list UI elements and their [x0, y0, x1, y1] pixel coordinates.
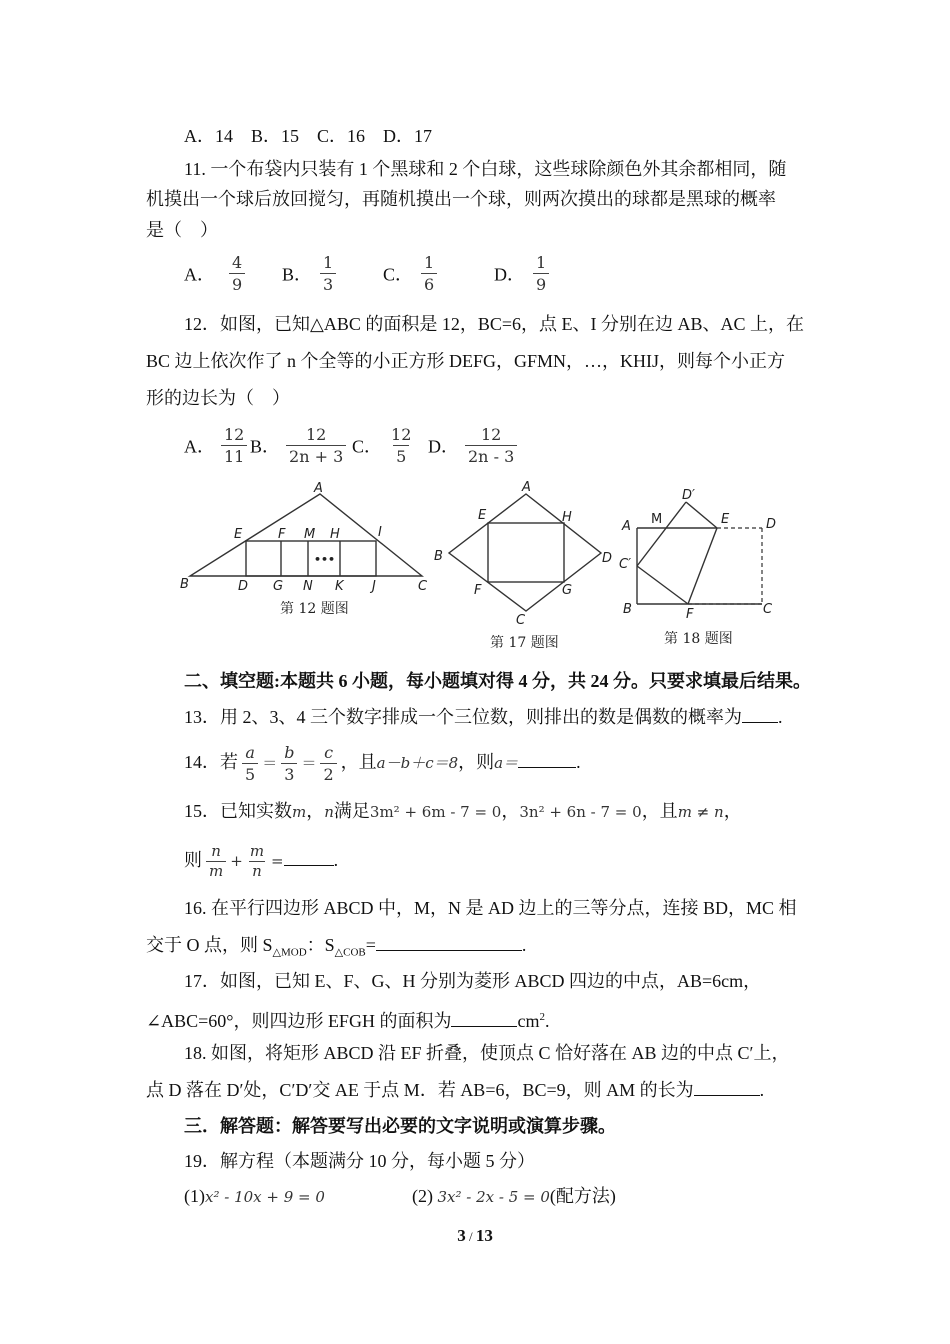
q14-then: ，则: [458, 752, 495, 772]
fig12-label-c: C: [418, 579, 428, 594]
denominator: 5: [242, 763, 258, 785]
fig17-label-f: F: [474, 583, 482, 598]
q11-option-c: [383, 252, 441, 295]
fraction: [221, 424, 247, 467]
plus: +: [230, 852, 243, 870]
sep: ，: [501, 801, 520, 821]
var-n: n: [324, 803, 334, 821]
page-footer: [0, 1226, 950, 1246]
fraction: [320, 742, 336, 785]
fig17-label-h: H: [562, 510, 572, 525]
q13-text: 13．用 2、3、4 三个数字排成一个三位数，则排出的数是偶数的概率为: [184, 707, 742, 727]
fig18-label-c1: C′: [619, 557, 632, 572]
denominator: 2n - 3: [465, 445, 517, 467]
q13-end: .: [778, 707, 783, 727]
numerator: 12: [480, 425, 502, 444]
denominator: n: [249, 861, 265, 881]
q15-end: .: [333, 850, 339, 870]
numerator: c: [324, 743, 334, 763]
q19-part1-label: (1): [184, 1186, 205, 1206]
fig12-label-j: J: [372, 579, 376, 594]
denominator: 6: [421, 273, 437, 295]
q17-text: ∠ABC=60°，则四边形 EFGH 的面积为: [146, 1011, 452, 1031]
numerator: m: [249, 842, 265, 861]
rhombus-abcd: [449, 494, 601, 611]
fraction: [421, 252, 437, 295]
q12-option-b: [250, 424, 350, 467]
q15-line1: [184, 798, 742, 825]
fig18-label-d: D: [766, 517, 777, 532]
figure-18-dashed: [688, 528, 762, 604]
numerator: 12: [305, 425, 327, 444]
fig12-label-e: E: [234, 527, 243, 542]
q17-unit-sup: 2: [539, 1011, 545, 1023]
fig12-label-dots: •••: [314, 553, 336, 566]
q15-prefix: 15．已知实数: [184, 801, 292, 821]
q15-then: 则: [184, 850, 202, 870]
option-label: A．: [184, 436, 215, 457]
q15-inequality: m ≠ n: [677, 803, 724, 821]
fig17-label-a: A: [522, 480, 531, 495]
section-3-heading: 三．解答题：解答要写出必要的文字说明或演算步骤。: [184, 1116, 616, 1136]
fig18-label-m: M: [651, 512, 663, 527]
fig17-caption: 第 17 题图: [490, 635, 559, 651]
q12-line3: 形的边长为（ ）: [146, 388, 290, 408]
denominator: 11: [221, 445, 247, 467]
equals: ＝: [262, 754, 278, 772]
q12-line2: BC 边上依次作了 n 个全等的小正方形 DEFG，GFMN，…，KHIJ，则每个小正方: [146, 351, 786, 371]
sep: ，: [723, 801, 742, 821]
fig18-label-b: B: [623, 602, 632, 617]
edge-c1f: [637, 566, 688, 604]
option-label: D．: [428, 436, 459, 457]
q15-blank: [284, 847, 334, 866]
q11-option-d: [494, 252, 553, 295]
denominator: 3: [281, 763, 297, 785]
q14-condition: a－b＋c＝8: [376, 754, 459, 772]
fig12-label-k: K: [335, 579, 344, 594]
q16-text-b: ：S: [306, 935, 335, 955]
q17-end: .: [544, 1011, 550, 1031]
fig17-label-b: B: [434, 549, 443, 564]
q11-option-b: [282, 252, 340, 295]
q17-line2: [146, 1004, 549, 1034]
option-label: B．: [282, 264, 313, 285]
q18-line1: 18. 如图，将矩形 ABCD 沿 EF 折叠，使顶点 C 恰好落在 AB 边的中点 C′上，: [184, 1043, 790, 1063]
q12-line1: 12．如图，已知△ABC 的面积是 12，BC=6，点 E、I 分别在边 AB、AC 上，在: [184, 314, 805, 334]
fig12-label-f: F: [278, 527, 286, 542]
page-number: 3: [457, 1226, 466, 1245]
q16-blank: [376, 932, 522, 951]
fig17-label-d: D: [602, 551, 613, 566]
fig18-label-e: E: [721, 512, 730, 527]
fig12-label-i: I: [378, 525, 382, 540]
q11-line3: 是（ ）: [146, 220, 218, 240]
denominator: 9: [229, 273, 245, 295]
q14-prefix: 14．若: [184, 752, 238, 772]
q19-part1-equation: x² - 10x + 9 = 0: [205, 1188, 325, 1206]
fig17-label-g: G: [562, 583, 573, 598]
q14-end: .: [576, 752, 581, 772]
fraction: [242, 742, 258, 785]
q16-sub-mod: △MOD: [272, 946, 307, 959]
numerator: 1: [536, 253, 547, 272]
option-label: C．: [352, 436, 383, 457]
q18-line2: [146, 1077, 764, 1103]
q16-sub-cob: △COB: [334, 946, 366, 959]
q16-line1: 16. 在平行四边形 ABCD 中，M，N 是 AD 边上的三等分点，连接 BD，MC 相: [184, 898, 797, 918]
q15-equation-1: 3m² + 6m - 7 = 0: [369, 803, 502, 821]
fig12-label-n: N: [303, 579, 313, 594]
q13-blank: [742, 704, 778, 723]
fig12-label-m: M: [304, 527, 316, 542]
q18-blank: [694, 1077, 760, 1096]
denominator: 5: [393, 445, 409, 467]
numerator: a: [245, 743, 255, 763]
q12-option-c: [352, 424, 418, 467]
var-m: m: [292, 803, 307, 821]
section-2-heading: 二、填空题:本题共 6 小题，每小题填对得 4 分，共 24 分。只要求填最后结果。: [184, 671, 811, 691]
q11-line1: 11. 一个布袋内只装有 1 个黑球和 2 个白球，这些球除颜色外其余都相同，随: [184, 159, 787, 179]
q19-text: 19．解方程（本题满分 10 分，每小题 5 分）: [184, 1151, 535, 1171]
fraction: [206, 842, 226, 881]
option-label: A．: [184, 264, 215, 285]
fraction: [388, 424, 414, 467]
fraction: [465, 424, 517, 467]
fig12-label-b: B: [180, 577, 189, 592]
fig18-label-c: C: [763, 602, 773, 617]
numerator: b: [284, 743, 295, 763]
denominator: 2: [320, 763, 336, 785]
fig17-label-e: E: [478, 508, 487, 523]
denominator: 2n + 3: [286, 445, 346, 467]
numerator: 12: [391, 425, 412, 444]
sep: ，: [306, 801, 325, 821]
fraction: [229, 252, 245, 295]
edge-d1e: [686, 502, 717, 528]
fig12-caption: 第 12 题图: [280, 601, 349, 617]
fig17-label-c: C: [516, 613, 526, 628]
q17-blank: [451, 1008, 517, 1027]
fraction: [320, 252, 336, 295]
denominator: 9: [533, 273, 549, 295]
option-label: B．: [250, 436, 281, 457]
fold-ef: [688, 528, 717, 604]
q15-satisfy: 满足: [333, 801, 370, 821]
q19-part2-label: (2): [412, 1186, 433, 1206]
page-total: 13: [475, 1226, 493, 1245]
q16-text-c: =: [365, 935, 376, 955]
q12-option-d: [428, 424, 521, 467]
q19-part1: [184, 1183, 325, 1210]
q16-end: .: [521, 935, 527, 955]
fig12-label-h: H: [330, 527, 340, 542]
fraction: [286, 424, 346, 467]
q12-option-a: [184, 424, 251, 467]
numerator: 1: [424, 253, 435, 272]
denominator: m: [206, 861, 226, 881]
fig18-label-a: A: [622, 519, 631, 534]
q15-equation-2: 3n² + 6n - 7 = 0: [519, 803, 642, 821]
equals: ＝: [301, 754, 317, 772]
q14: [184, 742, 581, 785]
q11-line2: 机摸出一个球后放回搅匀，再随机摸出一个球，则两次摸出的球都是黑球的概率: [146, 189, 776, 209]
q15-and: ，且: [641, 801, 678, 821]
fig18-label-d1: D′: [682, 488, 695, 503]
q18-text: 点 D 落在 D′处，C′D′交 AE 于点 M．若 AB=6，BC=9，则 AM 的长为: [146, 1080, 694, 1100]
numerator: 4: [232, 253, 243, 272]
numerator: n: [211, 842, 221, 861]
figures-svg: [0, 470, 950, 628]
q17-unit: cm: [517, 1011, 540, 1031]
option-label: D．: [494, 264, 525, 285]
fig18-label-f: F: [686, 607, 694, 622]
square-row: [246, 541, 376, 576]
equals: =: [271, 852, 284, 870]
q16-line2: [146, 932, 526, 966]
figure-17: [449, 494, 601, 611]
numerator: 1: [323, 253, 334, 272]
q16-text-a: 交于 O 点，则 S: [146, 935, 273, 955]
q19-part2-note: (配方法): [549, 1186, 616, 1206]
q11-option-a: [184, 252, 249, 295]
rectangle-efgh: [488, 523, 564, 582]
fraction: [247, 842, 267, 881]
q14-ask: a＝: [494, 754, 519, 772]
numerator: 12: [224, 425, 245, 444]
q18-end: .: [759, 1080, 765, 1100]
fig12-label-a: A: [314, 481, 323, 496]
q19-part2: [412, 1183, 616, 1210]
q10-options: A．14 B．15 C．16 D．17: [184, 126, 433, 146]
q14-middle: ，且: [340, 752, 377, 772]
fraction: [281, 742, 297, 785]
fraction: [533, 252, 549, 295]
q14-blank: [518, 749, 576, 768]
q13: [184, 704, 783, 730]
q19-part2-equation: 3x² - 2x - 5 = 0: [437, 1188, 550, 1206]
q15-line2: [184, 840, 338, 881]
denominator: 3: [320, 273, 336, 295]
option-label: C．: [383, 264, 414, 285]
fig18-caption: 第 18 题图: [664, 631, 733, 647]
q17-line1: 17．如图，已知 E、F、G、H 分别为菱形 ABCD 四边的中点，AB=6cm，: [184, 971, 762, 991]
page-sep: /: [465, 1229, 476, 1244]
fig12-label-d: D: [238, 579, 249, 594]
fig12-label-g: G: [273, 579, 284, 594]
